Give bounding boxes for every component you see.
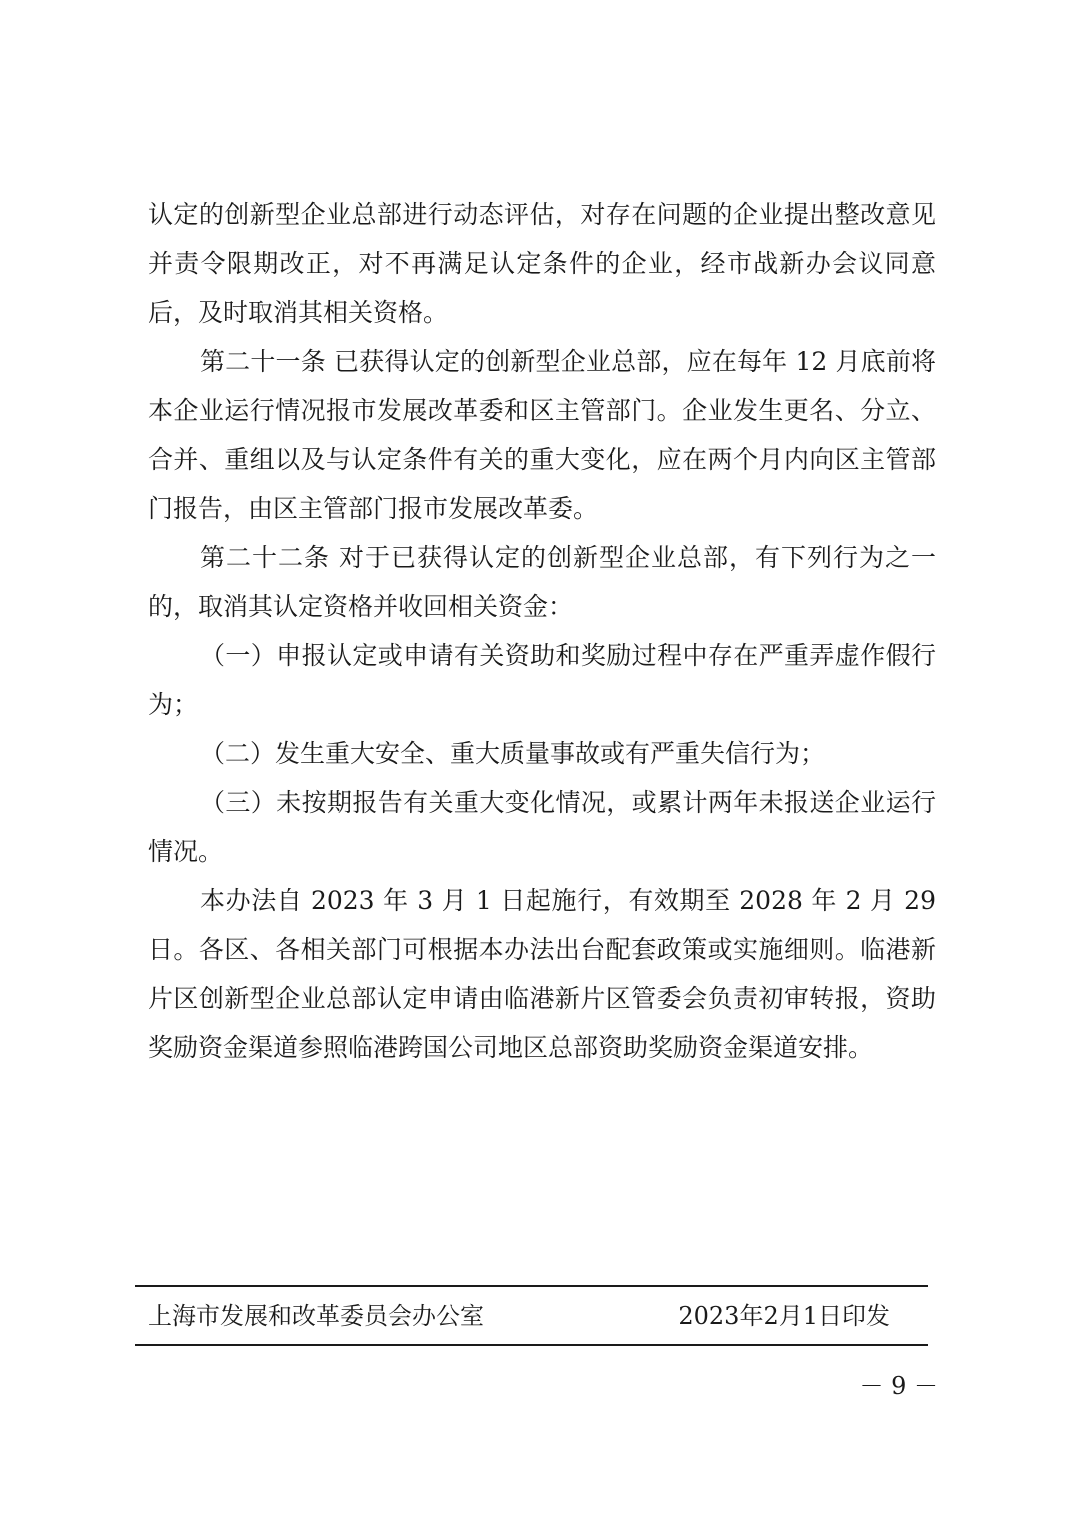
paragraph-item-2: （二）发生重大安全、重大质量事故或有严重失信行为； <box>200 739 826 768</box>
paragraph-item-1: （一）申报认定或申请有关资助和奖励过程中存在严重弄虚作假行为； <box>148 641 936 719</box>
footer-top-rule <box>135 1285 928 1287</box>
document-body <box>148 190 936 1072</box>
paragraph-effective-date: 本办法自 2023 年 3 月 1 日起施行，有效期至 2028 年 2 月 29 日。各区、各相关部门可根据本办法出台配套政策或实施细则。临港新片区创新型企业总部认定申请由临港新片区管委会负责初审转报，资助奖励资金渠道参照临港跨国公司地区总部资助奖励资金渠道安排。 <box>148 886 936 1062</box>
paragraph-article-21: 第二十一条 已获得认定的创新型企业总部，应在每年 12 月底前将本企业运行情况报市发展改革委和区主管部门。企业发生更名、分立、合并、重组以及与认定条件有关的重大变化，应在两个月内向区主管部门报告，由区主管部门报市发展改革委。 <box>148 347 936 523</box>
footer-bottom-rule <box>135 1344 928 1346</box>
paragraph-article-22: 第二十二条 对于已获得认定的创新型企业总部，有下列行为之一的，取消其认定资格并收回相关资金： <box>148 543 936 621</box>
paragraph-1: 认定的创新型企业总部进行动态评估，对存在问题的企业提出整改意见并责令限期改正，对不再满足认定条件的企业，经市战新办会议同意后，及时取消其相关资格。 <box>148 200 936 327</box>
footer-print-date: 2023年2月1日印发 <box>678 1302 890 1330</box>
paragraph-item-3: （三）未按期报告有关重大变化情况，或累计两年未报送企业运行情况。 <box>148 788 936 866</box>
page-number: － 9 － <box>859 1372 938 1400</box>
footer-issuer: 上海市发展和改革委员会办公室 <box>148 1302 484 1330</box>
